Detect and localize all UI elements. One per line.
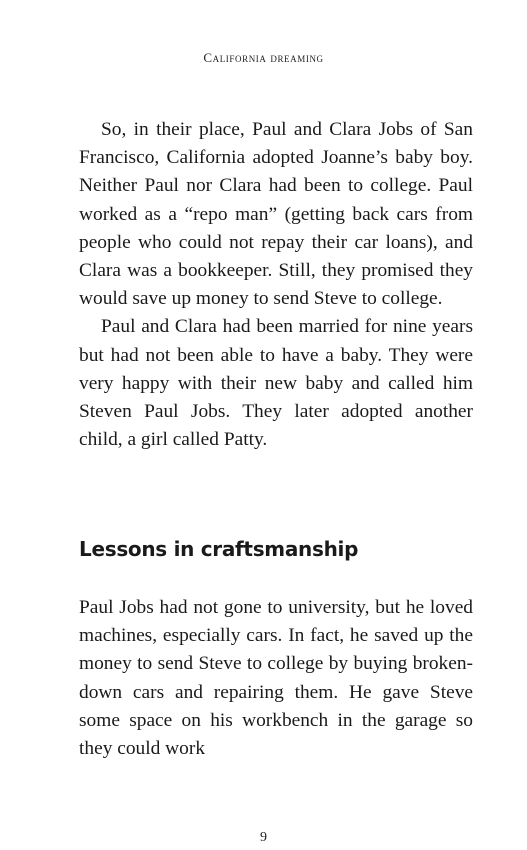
paragraph-craftsmanship: Paul Jobs had not gone to university, but he loved machines, especially cars. In fact, he saved up the money to send Steve to college by buying broken-down cars and repairing them. He gave Steve some space on his workbench in the garage so they could work	[79, 597, 473, 760]
section-heading: Lessons in craftsmanship	[79, 537, 359, 561]
paragraph-family: Paul and Clara had been married for nine years but had not been able to have a baby. They were very happy with their new baby and called him Steven Paul Jobs. They later adopted another child, a girl called Patty.	[79, 316, 473, 451]
section-body	[79, 594, 473, 763]
running-head: California dreaming	[203, 50, 324, 65]
paragraph-adoption: So, in their place, Paul and Clara Jobs of San Francisco, California adopted Joanne’s baby boy. Neither Paul nor Clara had been to college. Paul worked as a “repo man” (getting back cars from people who could not repay their car loans), and Clara was a bookkeeper. Still, they promised they would save up money to send Steve to college.	[79, 119, 473, 310]
page-number: 9	[260, 830, 267, 845]
body-text-block	[79, 116, 473, 454]
